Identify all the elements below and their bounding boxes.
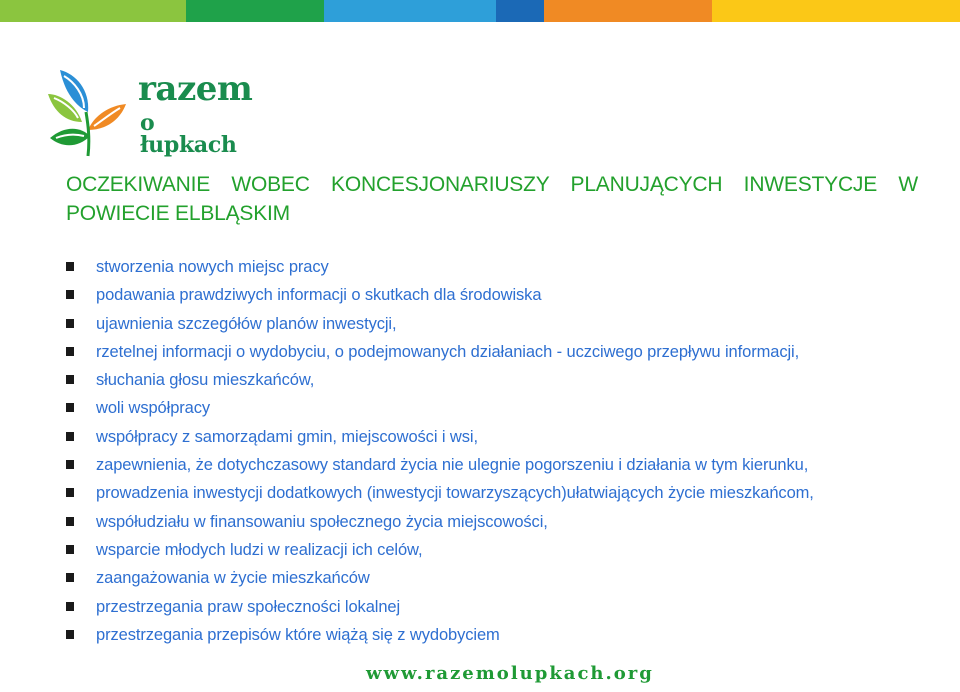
color-bar-segment (496, 0, 544, 22)
square-bullet-icon (66, 403, 74, 412)
square-bullet-icon (66, 517, 74, 526)
list-item (66, 452, 926, 480)
list-item (66, 367, 926, 395)
list-item (66, 254, 926, 282)
list-item (66, 480, 926, 508)
list-item (66, 424, 926, 452)
leaf-logo-icon (46, 68, 130, 158)
color-bar-segment (324, 0, 496, 22)
square-bullet-icon (66, 432, 74, 441)
list-item-text: prowadzenia inwestycji dodatkowych (inwestycji towarzyszących)ułatwiających życie mieszkańcom, (96, 484, 814, 503)
list-item (66, 537, 926, 565)
color-bar-segment (0, 0, 186, 22)
list-item-text: współpracy z samorządami gmin, miejscowości i wsi, (96, 427, 478, 446)
list-item (66, 622, 926, 650)
square-bullet-icon (66, 375, 74, 384)
color-bar-segment (712, 0, 960, 22)
square-bullet-icon (66, 319, 74, 328)
list-item (66, 509, 926, 537)
top-color-bar (0, 0, 960, 22)
color-bar-segment (544, 0, 712, 22)
list-item-text: rzetelnej informacji o wydobyciu, o podejmowanych działaniach - uczciwego przepływu informacji, (96, 342, 800, 361)
list-item (66, 594, 926, 622)
list-item (66, 565, 926, 593)
list-item (66, 311, 926, 339)
list-item-text: zaangażowania w życie mieszkańców (96, 569, 370, 588)
list-item-text: współudziału w finansowaniu społecznego życia miejscowości, (96, 512, 548, 531)
bullet-list (66, 254, 926, 650)
square-bullet-icon (66, 573, 74, 582)
list-item-text: woli współpracy (96, 399, 211, 418)
list-item-text: stworzenia nowych miejsc pracy (96, 258, 329, 276)
list-item-text: przestrzegania praw społeczności lokalnej (96, 597, 401, 616)
square-bullet-icon (66, 488, 74, 497)
list-item-text: zapewnienia, że dotychczasowy standard życia nie ulegnie pogorszeniu i działania w tym kierunku, (96, 456, 809, 475)
square-bullet-icon (66, 630, 74, 639)
list-item-text: ujawnienia szczegółów planów inwestycji, (96, 314, 397, 333)
list-item-text: podawania prawdziwych informacji o skutkach dla środowiska (96, 286, 542, 305)
list-item (66, 282, 926, 310)
list-item (66, 395, 926, 423)
square-bullet-icon (66, 347, 74, 356)
list-item-text: przestrzegania przepisów które wiążą się z wydobyciem (96, 625, 500, 644)
square-bullet-icon (66, 262, 74, 271)
square-bullet-icon (66, 602, 74, 611)
footer-url[interactable]: www.razemolupkach.org (366, 663, 654, 684)
page-heading: OCZEKIWANIE WOBEC KONCESJONARIUSZY PLANUJĄCYCH INWESTYCJE W POWIECIE ELBLĄSKIM (66, 173, 918, 225)
list-item (66, 339, 926, 367)
logo (46, 68, 253, 158)
square-bullet-icon (66, 545, 74, 554)
logo-word-o-lupkach: o łupkach (140, 110, 237, 158)
list-item-text: słuchania głosu mieszkańców, (96, 371, 315, 390)
square-bullet-icon (66, 460, 74, 469)
logo-word-razem: razem (138, 69, 253, 109)
square-bullet-icon (66, 290, 74, 299)
list-item-text: wsparcie młodych ludzi w realizacji ich celów, (96, 540, 423, 559)
color-bar-segment (186, 0, 324, 22)
